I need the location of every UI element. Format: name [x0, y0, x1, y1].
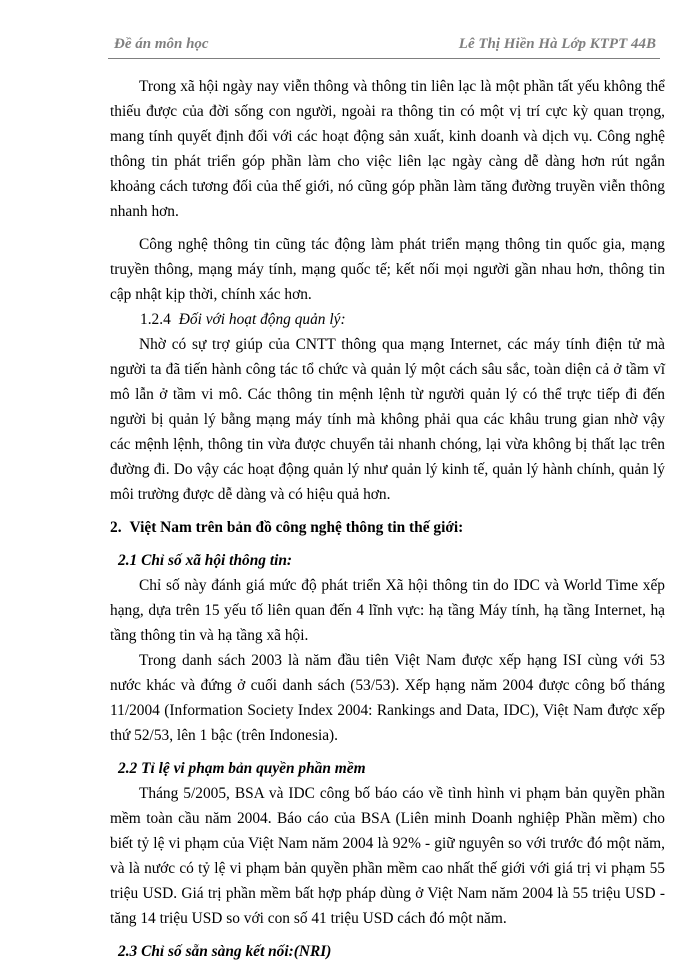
heading-text: Việt Nam trên bản đồ công nghệ thông tin thế giới:: [129, 519, 464, 536]
paragraph-it-impact: Công nghệ thông tin cũng tác động làm phát triển mạng thông tin quốc gia, mạng truyền thông, mạng máy tính, mạng quốc tế; kết nối mọi người gần nhau hơn, thông tin cập nhật kịp thời, chính xác hơn.: [110, 236, 665, 303]
heading-number: 2.: [110, 519, 122, 536]
heading-2-3: 2.3 Chỉ số sẵn sàng kết nối:(NRI): [118, 943, 332, 960]
paragraph-ranking: Trong danh sách 2003 là năm đầu tiên Việt Nam được xếp hạng ISI cùng với 53 nước khác và đứng ở cuối danh sách (53/53). Xếp hạng năm 2004 được công bố tháng 11/2004 (Information Society Index 2004: Rankings and Data, IDC), Việt Nam được xếp thứ 52/53, lên 1 bậc (trên Indonesia).: [110, 652, 665, 744]
page-header: [108, 36, 660, 59]
heading-2-2: 2.2 Tỉ lệ vi phạm bản quyền phần mềm: [118, 760, 366, 777]
paragraph-piracy: Tháng 5/2005, BSA và IDC công bố báo cáo về tình hình vi phạm bản quyền phần mềm toàn cầu năm 2004. Báo cáo của BSA (Liên minh Doanh nghiệp Phần mềm) cho biết tỷ lệ vi phạm của Việt Nam năm 2004 là 92% - giữ nguyên so với trước đó một năm, và là nước có tỷ lệ vi phạm bản quyền phần mềm cao nhất thế giới với giá trị vi phạm 55 triệu USD. Giá trị phần mềm bất hợp pháp dùng ở Việt Nam năm 2004 là 55 triệu USD - tăng 14 triệu USD so với con số 41 triệu USD cách đó một năm.: [110, 785, 665, 927]
paragraph-telecom: Trong xã hội ngày nay viễn thông và thông tin liên lạc là một phần tất yếu không thể thiếu được của đời sống con người, ngoài ra thông tin có một vị trí cực kỳ quan trọng, mang tính quyết định đối với các hoạt động sản xuất, kinh doanh và dịch vụ. Công nghệ thông tin phát triển góp phần làm cho việc liên lạc ngày càng dễ dàng hơn rút ngắn khoảng cách tương đối của thế giới, nó cũng góp phần làm tăng đường truyền viễn thông nhanh hơn.: [110, 78, 665, 220]
header-course-title: Đề án môn học: [114, 36, 209, 52]
header-author: Lê Thị Hiền Hà Lớp KTPT 44B: [458, 36, 656, 52]
heading-section-2: [110, 515, 665, 540]
subheading-text: Đối với hoạt động quản lý:: [178, 311, 346, 328]
document-body: [110, 74, 665, 964]
paragraph-management: Nhờ có sự trợ giúp của CNTT thông qua mạng Internet, các máy tính điện tử mà người ta đã tiến hành công tác tổ chức và quản lý một cách sâu sắc, toàn diện cả ở tầm vĩ mô lẫn ở tầm vi mô. Các thông tin mệnh lệnh từ người quản lý có thể trực tiếp đi đến người bị quản lý bằng mạng máy tính mà không phải qua các khâu trung gian nhờ vậy các mệnh lệnh, thông tin vừa được chuyển tải nhanh chóng, lại vừa không bị thất lạc trên đường đi. Do vậy các hoạt động quản lý như quản lý kinh tế, quản lý hành chính, quản lý môi trường được dễ dàng và có hiệu quả hơn.: [110, 336, 665, 503]
subheading-number: 1.2.4: [140, 311, 171, 328]
paragraph-isi-index: Chỉ số này đánh giá mức độ phát triển Xã hội thông tin do IDC và World Time xếp hạng, dựa trên 15 yếu tố liên quan đến 4 lĩnh vực: hạ tầng Máy tính, hạ tầng Internet, hạ tầng thông tin và hạ tầng xã hội.: [110, 577, 665, 644]
heading-2-1: 2.1 Chỉ số xã hội thông tin:: [118, 552, 293, 569]
subheading-1-2-4: [110, 307, 665, 332]
